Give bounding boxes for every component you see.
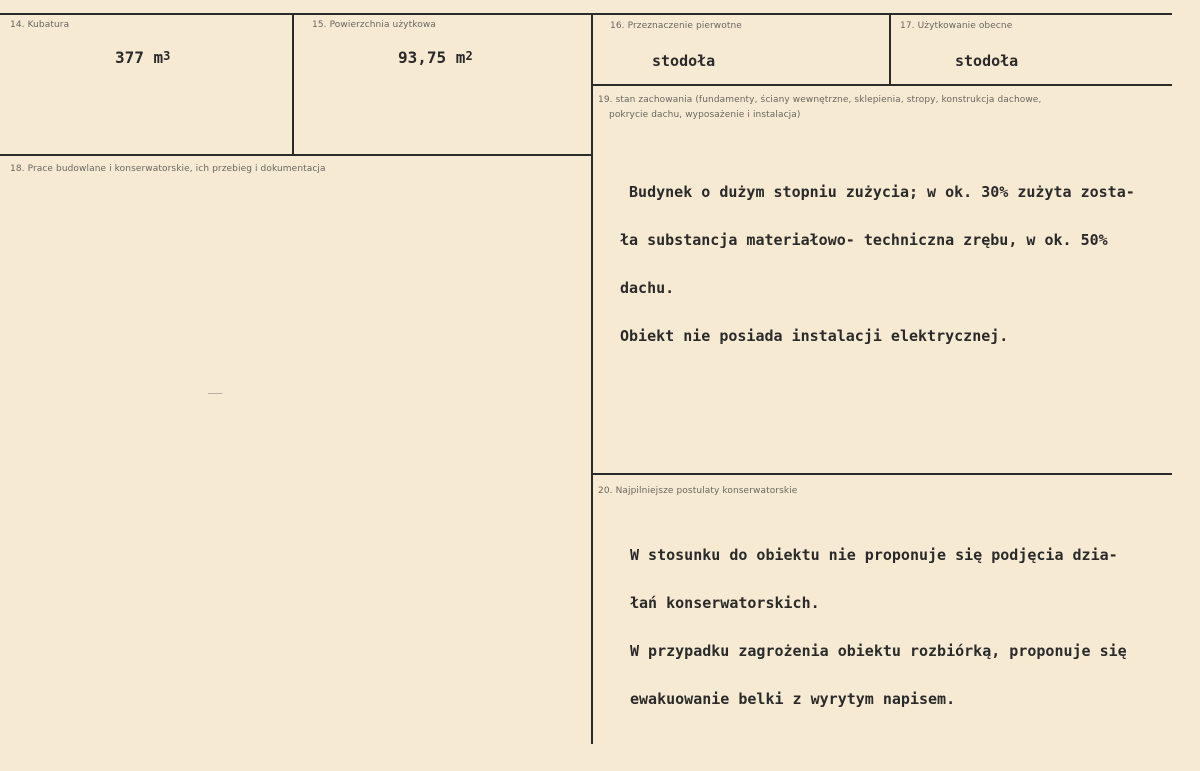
field-19-label-line2: pokrycie dachu, wyposażenie i instalacja) [609,110,801,120]
field-19-text [620,152,1135,376]
field-20-line: łań konserwatorskich. [630,594,820,612]
field-19-line: Budynek o dużym stopniu zużycia; w ok. 30% zużyta zosta- [620,183,1135,201]
field-14-value: 377 $m^3$ [115,48,171,67]
field-20-label: 20. Najpilniejsze postulaty konserwatorskie [598,486,798,496]
field-19-label-line1: 19. stan zachowania (fundamenty, ściany wewnętrzne, sklepienia, stropy, konstrukcja dachowe, [598,95,1042,105]
field-19-line: ła substancja materiałowo- techniczna zrębu, w ok. 50% [620,231,1108,249]
field-16-value: stodoła [652,52,716,70]
field-16-label: 16. Przeznaczenie pierwotne [610,21,742,31]
paper-speck [208,393,222,394]
divider-row1-left [0,154,591,156]
field-15-value: 93,75 $m^2$ [398,48,473,67]
field-17-value: stodoła [955,52,1019,70]
field-18-label: 18. Prace budowlane i konserwatorskie, ich przebieg i dokumentacja [10,164,326,174]
field-20-line: W przypadku zagrożenia obiektu rozbiórką, proponuje się [630,642,1127,660]
field-15-label: 15. Powierzchnia użytkowa [312,20,436,30]
divider-left-right [591,14,593,744]
field-19-line: Obiekt nie posiada instalacji elektrycznej. [620,327,1009,345]
field-20-text [630,515,1127,739]
field-17-label: 17. Użytkowanie obecne [900,21,1013,31]
field-19-line: dachu. [620,279,675,297]
divider-row1-right [592,84,1172,86]
field-20-line: W stosunku do obiektu nie proponuje się podjęcia dzia- [630,546,1118,564]
field-20-line: ewakuowanie belki z wyrytym napisem. [630,690,956,708]
divider-16-17 [889,14,891,84]
divider-14-15 [292,14,294,154]
divider-top [0,13,1172,15]
field-14-label: 14. Kubatura [10,20,70,30]
divider-19-20 [592,473,1172,475]
